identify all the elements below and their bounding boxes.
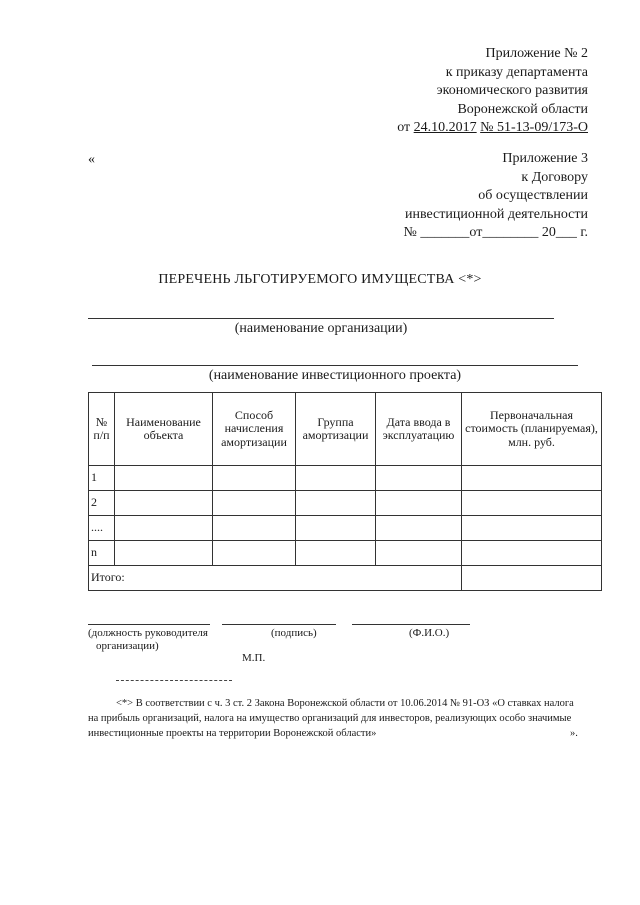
order-header <box>397 45 588 138</box>
opening-quote: « <box>88 152 95 167</box>
order-number: № 51-13-09/173-О <box>480 120 588 135</box>
cell <box>213 466 296 491</box>
footnote-line-1: <*> В соответствии с ч. 3 ст. 2 Закона Воронежской области от 10.06.2014 № 91-ОЗ «О ставках налога <box>116 698 574 709</box>
cell <box>462 541 602 566</box>
cell <box>376 491 462 516</box>
table-header-row <box>89 393 602 466</box>
cell <box>376 466 462 491</box>
col-header-group: Группа амортизации <box>296 393 376 466</box>
appendix-line-3: об осуществлении <box>478 188 588 203</box>
position-label <box>88 627 208 653</box>
appendix-line-2: к Договору <box>521 169 588 185</box>
total-value <box>462 566 602 591</box>
footnote <box>88 696 601 741</box>
cell <box>296 516 376 541</box>
footnote-line-2: на прибыль организаций, налога на имущество организаций для инвесторов, реализующих особо значимые <box>88 713 572 724</box>
property-table <box>88 392 602 591</box>
col-header-cost: Первоначальная стоимость (планируемая), млн. руб. <box>462 393 602 466</box>
cell <box>296 491 376 516</box>
row-num: n <box>89 541 115 566</box>
appendix-line-1: Приложение 3 <box>502 151 588 166</box>
page-title: ПЕРЕЧЕНЬ ЛЬГОТИРУЕМОГО ИМУЩЕСТВА <*> <box>158 272 482 287</box>
cell <box>115 541 213 566</box>
sign-label: (подпись) <box>271 627 317 639</box>
signature-line <box>222 624 336 625</box>
cell <box>213 516 296 541</box>
table-total-row <box>89 566 602 591</box>
header-line-1: Приложение № 2 <box>485 46 588 61</box>
col-header-date: Дата ввода в эксплуатацию <box>376 393 462 466</box>
col-header-num: № п/п <box>89 393 115 466</box>
position-line <box>88 624 210 625</box>
cell <box>462 516 602 541</box>
table-row <box>89 466 602 491</box>
cell <box>462 466 602 491</box>
org-name-line <box>88 318 554 319</box>
total-label: Итого: <box>89 566 462 591</box>
order-prefix: от <box>397 120 411 135</box>
cell <box>213 541 296 566</box>
order-reference <box>397 119 588 138</box>
appendix-line-5: № _______от________ 20___ г. <box>403 225 588 240</box>
stamp-label: М.П. <box>242 652 266 664</box>
col-header-name: Наименование объекта <box>115 393 213 466</box>
table-row <box>89 516 602 541</box>
org-caption: (наименование организации) <box>234 321 408 336</box>
footnote-closing: ». <box>570 728 578 739</box>
cell <box>213 491 296 516</box>
fio-label: (Ф.И.О.) <box>409 627 450 639</box>
cell <box>296 541 376 566</box>
cell <box>115 491 213 516</box>
footnote-line-3 <box>88 726 601 741</box>
header-line-3: экономического развития <box>436 83 588 98</box>
cell <box>115 466 213 491</box>
appendix-line-4: инвестиционной деятельности <box>404 206 588 222</box>
order-date: 24.10.2017 <box>413 120 477 135</box>
name-line <box>352 624 470 625</box>
cell <box>462 491 602 516</box>
footnote-line-3-text: инвестиционные проекты на территории Воронежской области» <box>88 728 377 739</box>
project-name-line <box>92 365 578 366</box>
col-header-method: Способ начисления амортизации <box>213 393 296 466</box>
cell <box>376 516 462 541</box>
row-num: .... <box>89 516 115 541</box>
footnote-separator <box>116 680 232 681</box>
project-caption: (наименование инвестиционного проекта) <box>208 368 462 383</box>
table-row <box>89 541 602 566</box>
table-row <box>89 491 602 516</box>
row-num: 1 <box>89 466 115 491</box>
cell <box>376 541 462 566</box>
header-line-4: Воронежской области <box>457 101 588 117</box>
appendix-header <box>404 150 588 243</box>
position-label-2: организации) <box>96 640 159 652</box>
header-line-2: к приказу департамента <box>445 64 588 80</box>
row-num: 2 <box>89 491 115 516</box>
cell <box>296 466 376 491</box>
position-label-1: (должность руководителя <box>88 627 208 639</box>
cell <box>115 516 213 541</box>
